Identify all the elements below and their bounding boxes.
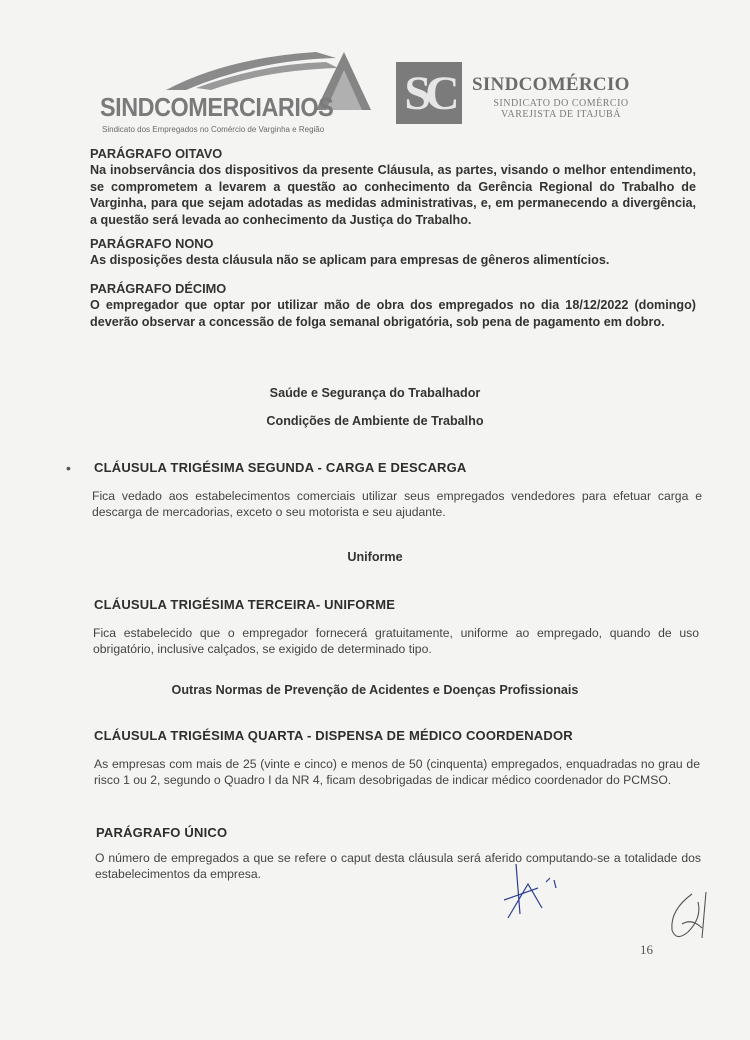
right-logo-subtitle	[476, 98, 646, 120]
paragraph-eighth	[90, 146, 696, 228]
clause-34-title: CLÁUSULA TRIGÉSIMA QUARTA - DISPENSA DE MÉDICO COORDENADOR	[94, 728, 573, 743]
clause-33-text: Fica estabelecido que o empregador fornecerá gratuitamente, uniforme ao empregado, quando de uso obrigatório, inclusive calçados, se exigido de determinado tipo.	[93, 626, 699, 656]
page-number: 16	[640, 942, 653, 957]
clause-34-text: As empresas com mais de 25 (vinte e cinco) e menos de 50 (cinquenta) empregados, enquadradas no grau de risco 1 ou 2, segundo o Quadro I da NR 4, ficam desobrigadas de indicar médico coordenador do PCMSO.	[94, 757, 700, 787]
sole-paragraph-title: PARÁGRAFO ÚNICO	[96, 825, 228, 840]
signature-initials-icon	[498, 860, 568, 920]
right-logo-subtitle-line2: VAREJISTA DE ITAJUBÁ	[501, 109, 621, 120]
clause-32-text: Fica vedado aos estabelecimentos comerciais utilizar seus empregados vendedores para efetuar carga e descarga de mercadorias, exceto o seu motorista e seu ajudante.	[92, 489, 702, 519]
sindcomercio-logo	[396, 62, 666, 132]
paragraph-eighth-text: Na inobservância dos dispositivos da presente Cláusula, as partes, visando o melhor entendimento, se comprometem a levarem a questão ao conhecimento da Gerência Regional do Trabalho de Varginha, para que sejam adotadas as medidas administrativas, e, em permanecendo a divergência, a questão será levada ao conhecimento da Justiça do Trabalho.	[90, 163, 696, 227]
sindcomerciarios-logo	[96, 50, 371, 140]
sc-mark-text: SC	[404, 67, 454, 120]
group-title-uniform: Uniforme	[347, 550, 403, 564]
paragraph-ninth-title: PARÁGRAFO NONO	[90, 236, 214, 251]
signature-rubric-icon	[662, 888, 714, 946]
left-logo-name: SINDCOMERCIARIOS	[100, 92, 334, 122]
sc-mark-icon	[396, 62, 462, 124]
paragraph-ninth	[90, 236, 696, 269]
clause-33-title: CLÁUSULA TRIGÉSIMA TERCEIRA- UNIFORME	[94, 597, 396, 612]
paragraph-eighth-title: PARÁGRAFO OITAVO	[90, 146, 223, 161]
group-title-health: Saúde e Segurança do Trabalhador	[269, 386, 481, 400]
right-logo-subtitle-line1: SINDICATO DO COMÉRCIO	[493, 98, 629, 109]
paragraph-tenth	[90, 281, 696, 330]
right-logo-name: SINDCOMÉRCIO	[472, 74, 630, 95]
paragraph-ninth-text: As disposições desta cláusula não se aplicam para empresas de gêneros alimentícios.	[90, 253, 610, 268]
sole-paragraph-text: O número de empregados a que se refere o caput desta cláusula será aferido computando-se a totalidade dos estabelecimentos da empresa.	[95, 851, 701, 881]
group-title-environment: Condições de Ambiente de Trabalho	[266, 414, 484, 428]
group-title-other-norms: Outras Normas de Prevenção de Acidentes e Doenças Profissionais	[171, 683, 579, 697]
clause-32-title: CLÁUSULA TRIGÉSIMA SEGUNDA - CARGA E DESCARGA	[94, 460, 467, 475]
paragraph-tenth-title: PARÁGRAFO DÉCIMO	[90, 281, 227, 296]
stray-dot: •	[66, 460, 71, 476]
left-logo-subtitle: Sindicato dos Empregados no Comércio de Varginha e Região	[102, 125, 325, 134]
paragraph-tenth-text: O empregador que optar por utilizar mão de obra dos empregados no dia 18/12/2022 (domingo) deverão observar a concessão de folga semanal obrigatória, sob pena de pagamento em dobro.	[90, 298, 696, 329]
